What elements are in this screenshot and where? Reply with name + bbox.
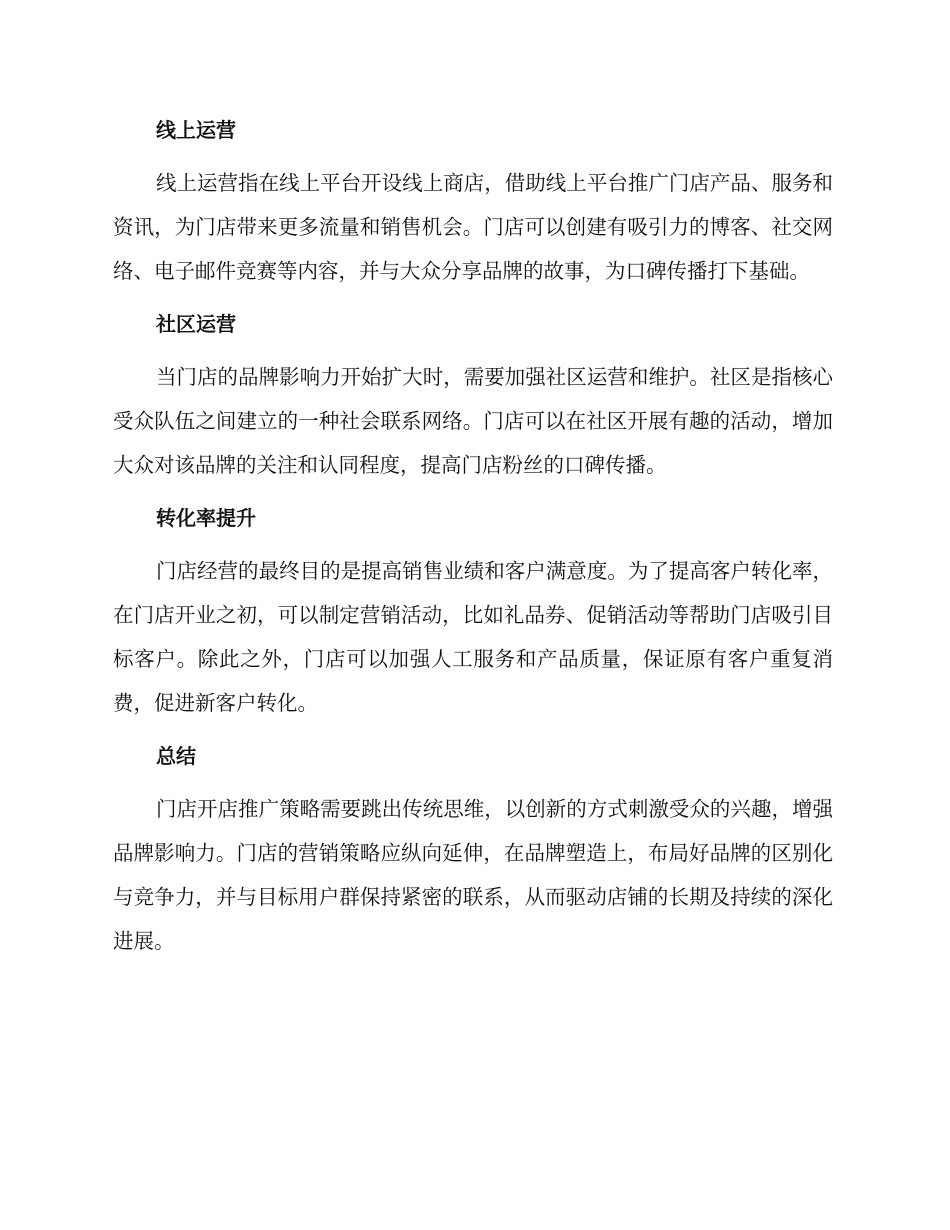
section-heading: 总结	[156, 744, 196, 768]
section-paragraph: 门店经营的最终目的是提高销售业绩和客户满意度。为了提高客户转化率，在门店开业之初，可以制定营销活动，比如礼品券、促销活动等帮助门店吸引目标客户。除此之外，门店可以加强人工服务和产品质量，保证原有客户重复消费，促进新客户转化。	[113, 559, 833, 715]
section-heading: 社区运营	[156, 312, 236, 336]
document-page	[113, 108, 833, 963]
section-community-operation	[113, 302, 833, 487]
section-online-operation	[113, 108, 833, 293]
section-heading: 线上运营	[156, 118, 236, 142]
section-summary	[113, 734, 833, 963]
section-paragraph: 线上运营指在线上平台开设线上商店，借助线上平台推广门店产品、服务和资讯，为门店带来更多流量和销售机会。门店可以创建有吸引力的博客、社交网络、电子邮件竞赛等内容，并与大众分享品牌的故事，为口碑传播打下基础。	[113, 171, 833, 283]
section-heading: 转化率提升	[156, 506, 256, 530]
section-paragraph: 门店开店推广策略需要跳出传统思维，以创新的方式刺激受众的兴趣，增强品牌影响力。门店的营销策略应纵向延伸，在品牌塑造上，布局好品牌的区别化与竞争力，并与目标用户群保持紧密的联系，从而驱动店铺的长期及持续的深化进展。	[113, 797, 833, 953]
section-conversion-rate	[113, 496, 833, 725]
section-paragraph: 当门店的品牌影响力开始扩大时，需要加强社区运营和维护。社区是指核心受众队伍之间建立的一种社会联系网络。门店可以在社区开展有趣的活动，增加大众对该品牌的关注和认同程度，提高门店粉丝的口碑传播。	[113, 365, 833, 477]
